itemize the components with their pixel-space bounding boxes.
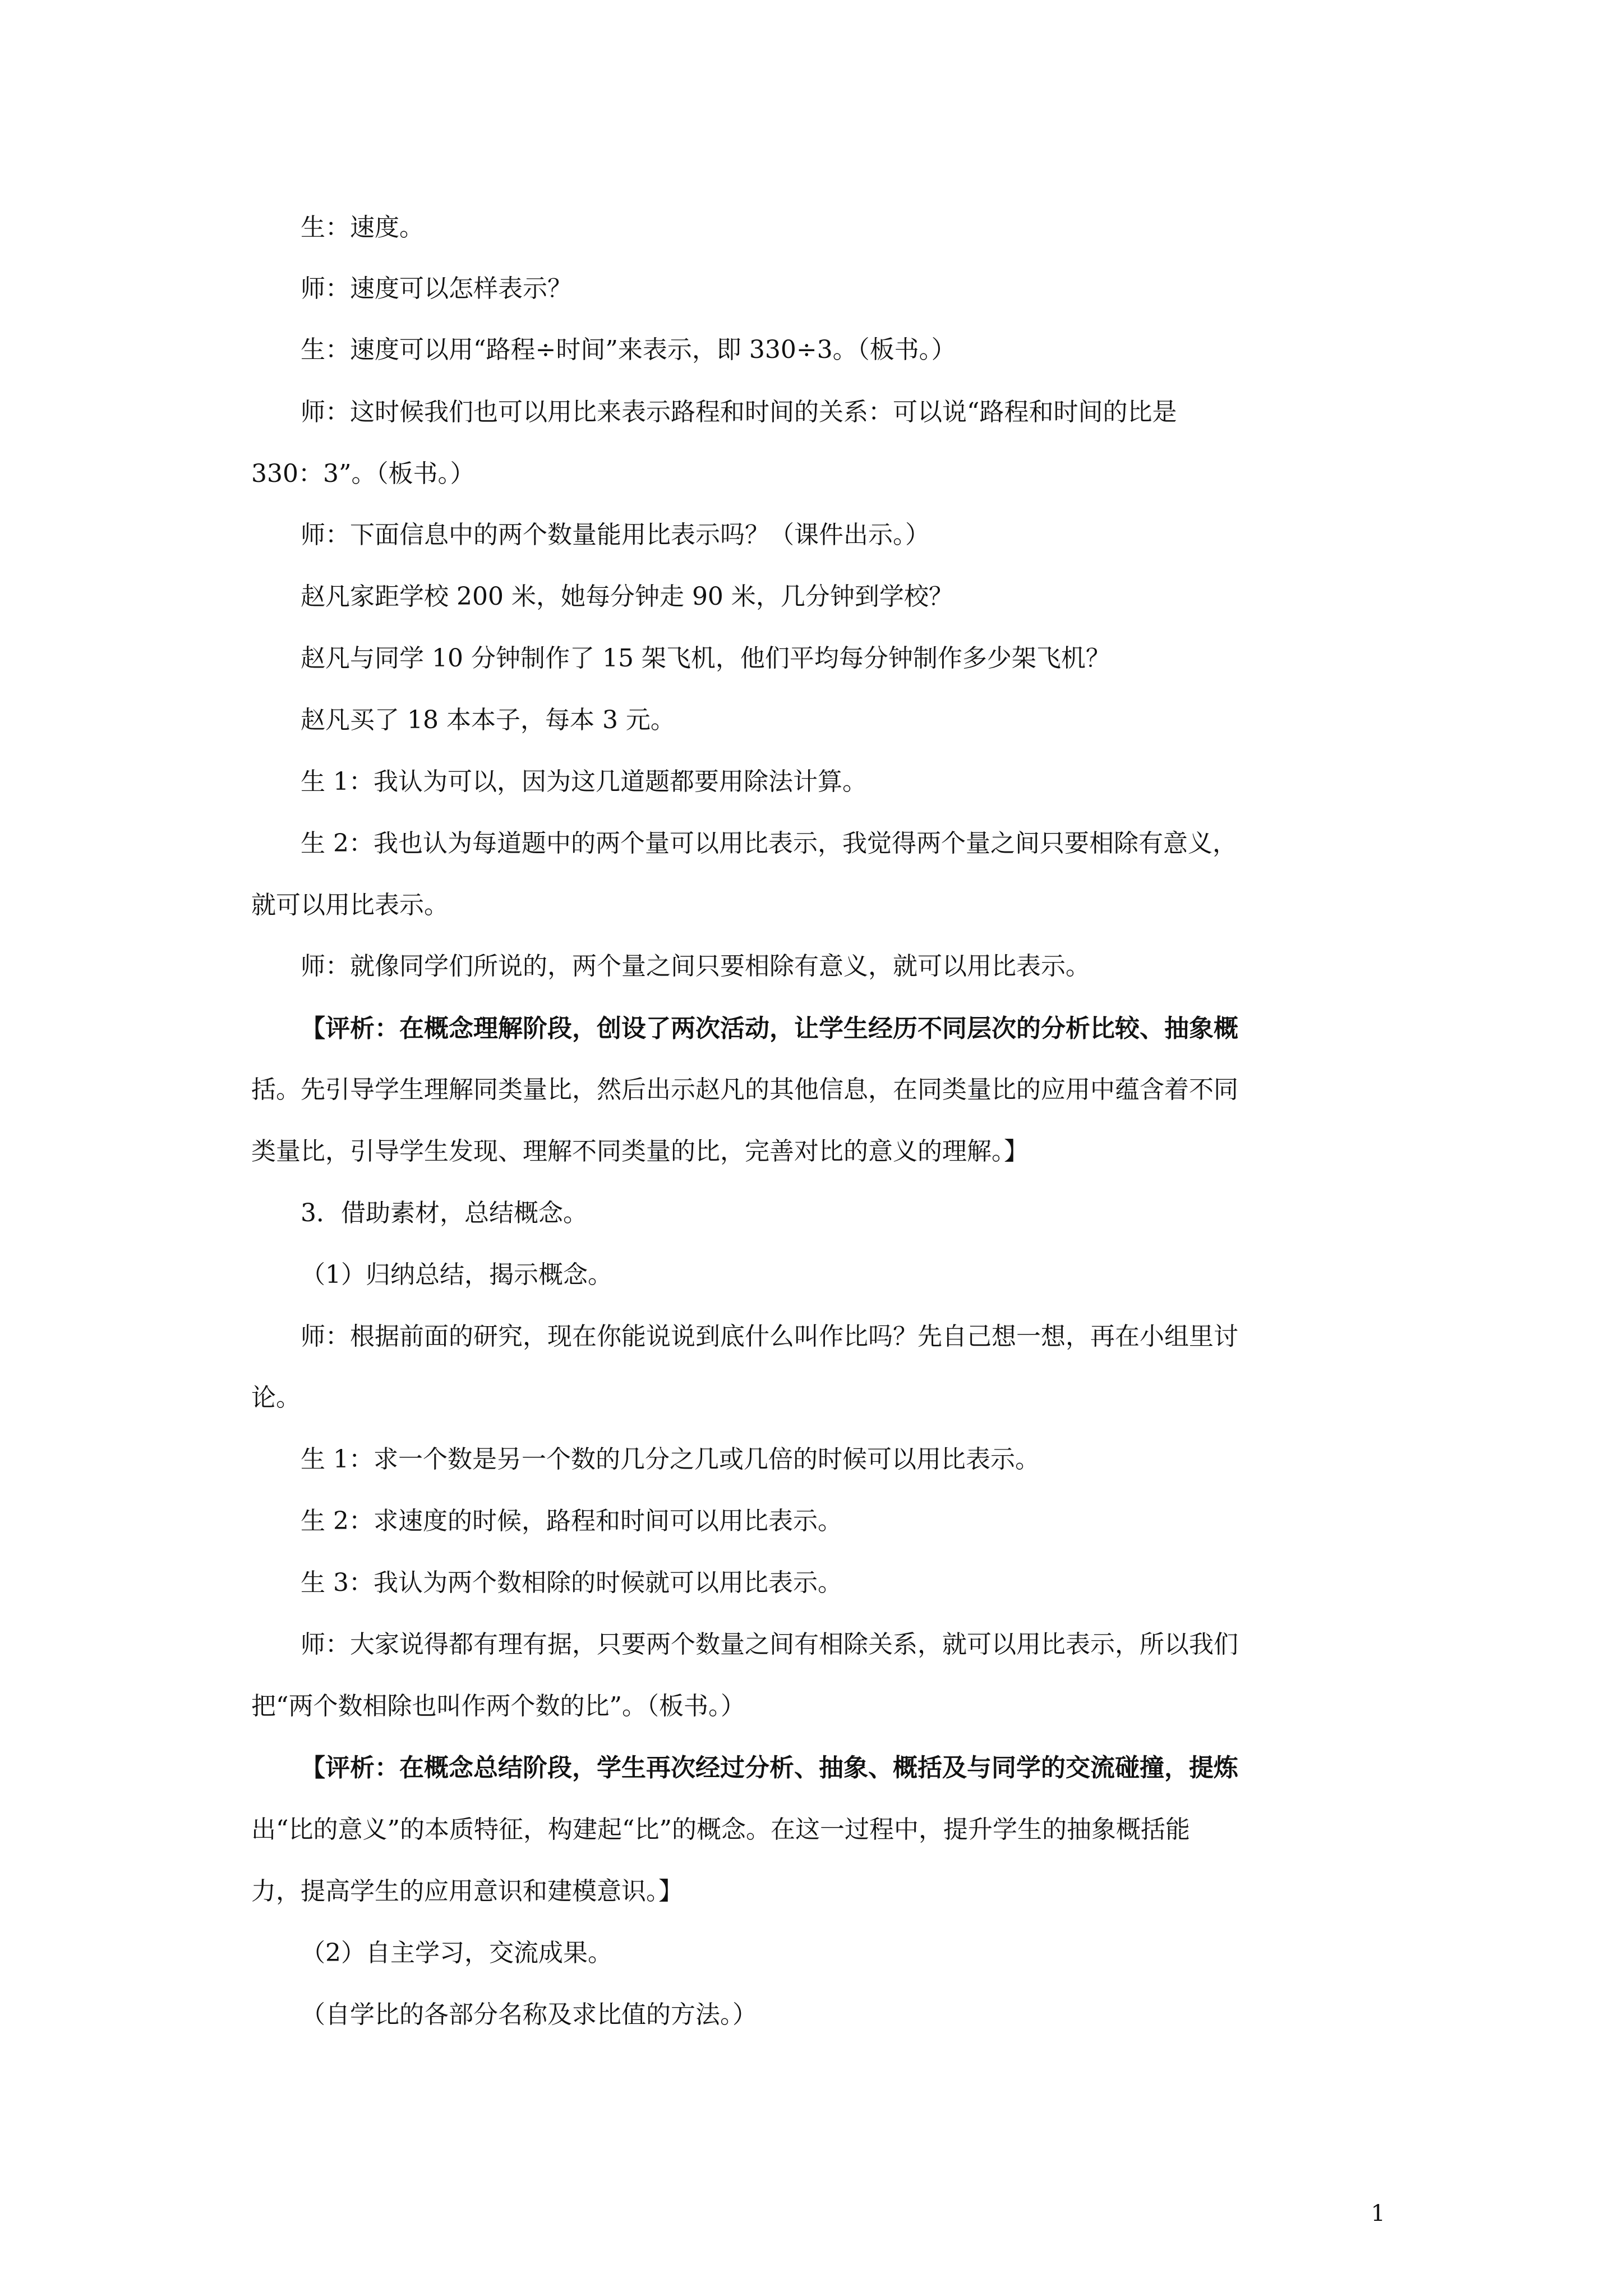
text-line: 赵凡买了 18 本本子，每本 3 元。	[301, 706, 675, 734]
text-line: 就可以用比表示。	[251, 891, 449, 919]
commentary-line: 【评析：在概念总结阶段，学生再次经过分析、抽象、概括及与同学的交流碰撞，提炼	[301, 1754, 1238, 1782]
text-line: 生 3：我认为两个数相除的时候就可以用比表示。	[301, 1568, 842, 1597]
text-line: 生：速度。	[301, 213, 424, 242]
commentary-line: 括。先引导学生理解同类量比，然后出示赵凡的其他信息，在同类量比的应用中蕴含着不同	[251, 1075, 1238, 1104]
text-line: 师：大家说得都有理有据，只要两个数量之间有相除关系，就可以用比表示，所以我们	[301, 1630, 1238, 1659]
commentary-line: 【评析：在概念理解阶段，创设了两次活动，让学生经历不同层次的分析比较、抽象概	[301, 1014, 1238, 1043]
section-heading: 3．借助素材，总结概念。	[301, 1199, 588, 1227]
text-line: 生 1：求一个数是另一个数的几分之几或几倍的时候可以用比表示。	[301, 1445, 1040, 1474]
subsection-heading: （2）自主学习，交流成果。	[301, 1939, 612, 1967]
text-line: 师：就像同学们所说的，两个量之间只要相除有意义，就可以用比表示。	[301, 952, 1090, 981]
text-line: 生：速度可以用“路程÷时间”来表示，即 330÷3。（板书。）	[301, 335, 956, 364]
text-line: 论。	[251, 1383, 301, 1412]
text-line: 赵凡与同学 10 分钟制作了 15 架飞机，他们平均每分钟制作多少架飞机？	[301, 644, 1110, 673]
subsection-heading: （1）归纳总结，揭示概念。	[301, 1260, 612, 1289]
text-line: 生 1：我认为可以，因为这几道题都要用除法计算。	[301, 767, 867, 796]
text-line: 生 2：求速度的时候，路程和时间可以用比表示。	[301, 1507, 842, 1535]
text-line: 330：3”。（板书。）	[251, 459, 475, 488]
text-line: 师：速度可以怎样表示？	[301, 274, 572, 303]
text-line: 师：下面信息中的两个数量能用比表示吗？（课件出示。）	[301, 521, 930, 549]
text-line: 赵凡家距学校 200 米，她每分钟走 90 米，几分钟到学校？	[301, 582, 953, 611]
text-line: 生 2：我也认为每道题中的两个量可以用比表示，我觉得两个量之间只要相除有意义，	[301, 829, 1237, 858]
text-line: 把“两个数相除也叫作两个数的比”。（板书。）	[251, 1692, 745, 1720]
commentary-line: 类量比，引导学生发现、理解不同类量的比，完善对比的意义的理解。】	[251, 1137, 1029, 1166]
text-line: （自学比的各部分名称及求比值的方法。）	[301, 2000, 757, 2029]
commentary-line: 力，提高学生的应用意识和建模意识。】	[251, 1877, 683, 1906]
text-line: 师：这时候我们也可以用比来表示路程和时间的关系：可以说“路程和时间的比是	[301, 398, 1177, 426]
page-number: 1	[1371, 2201, 1385, 2226]
text-line: 师：根据前面的研究，现在你能说说到底什么叫作比吗？先自己想一想，再在小组里讨	[301, 1322, 1238, 1351]
commentary-line: 出“比的意义”的本质特征，构建起“比”的概念。在这一过程中，提升学生的抽象概括能	[251, 1815, 1190, 1844]
